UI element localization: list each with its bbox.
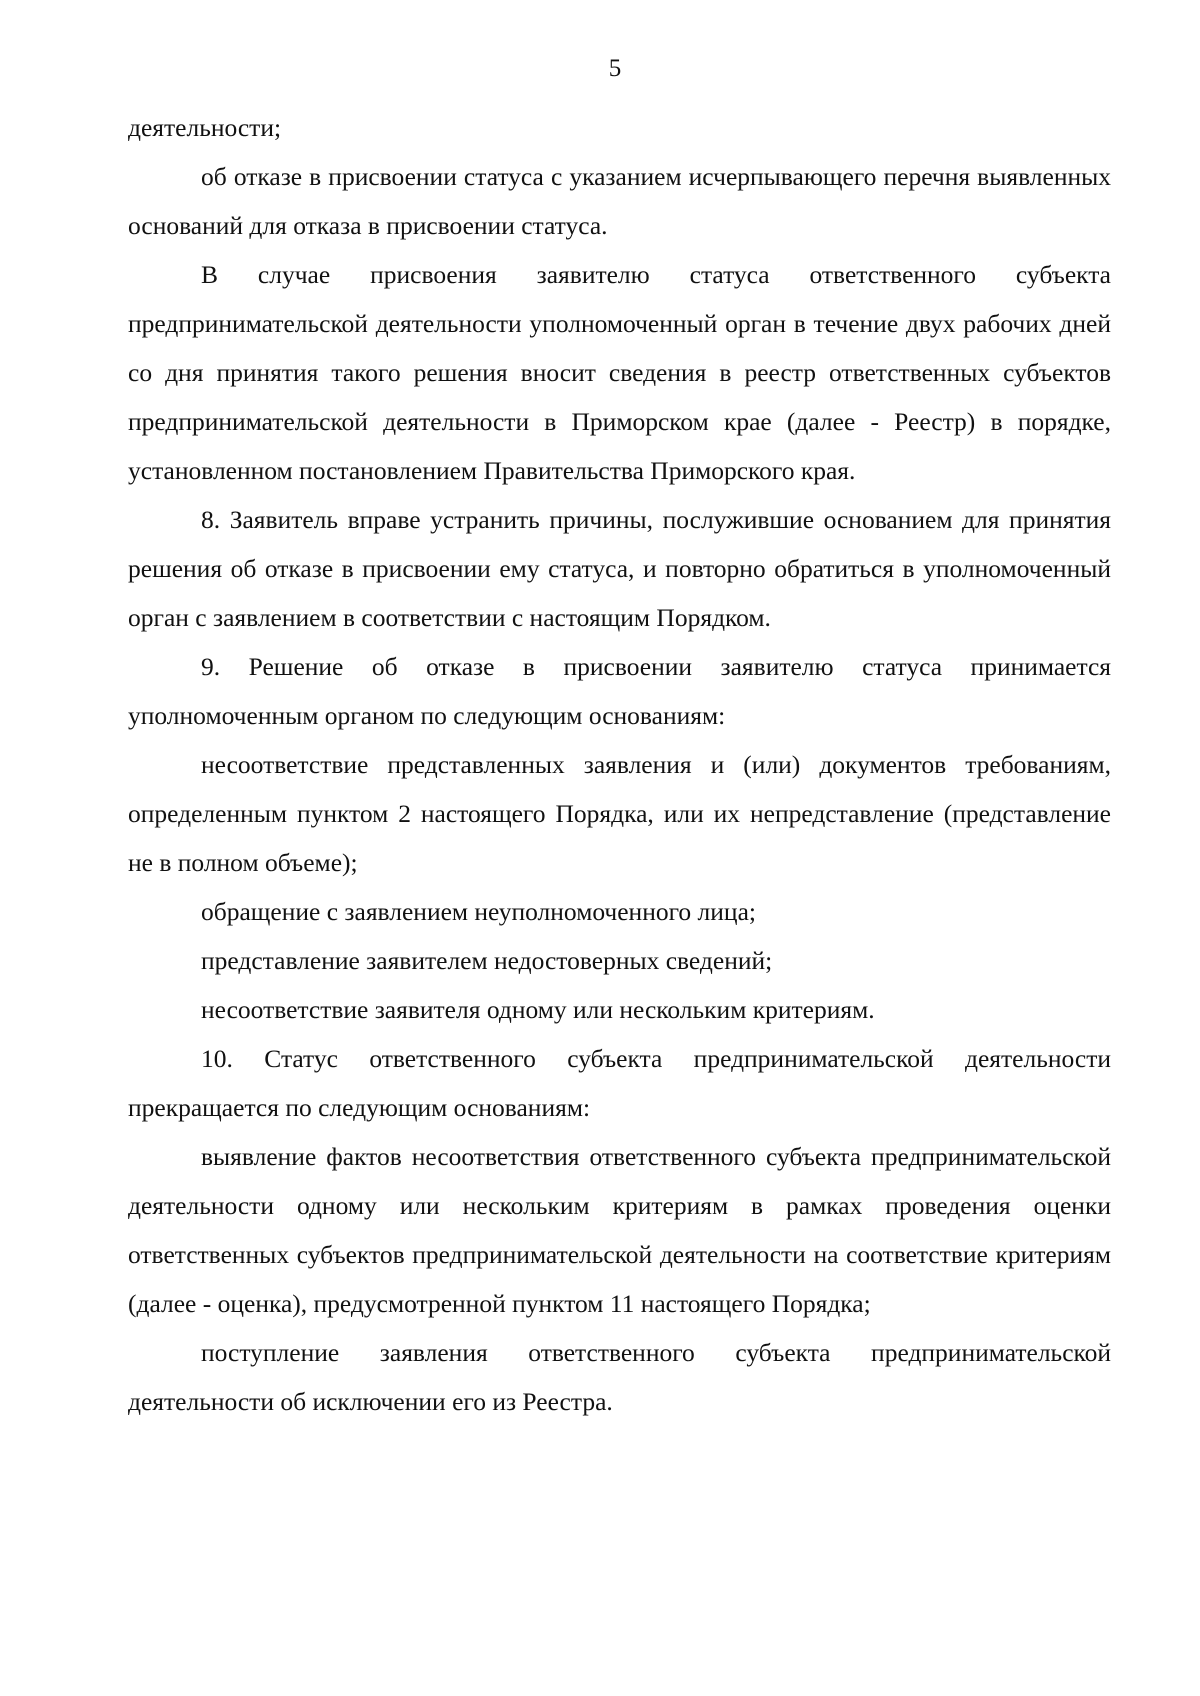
paragraph-ground-criteria: несоответствие заявителя одному или нескольким критериям.: [201, 995, 875, 1024]
paragraph-continuation: деятельности;: [128, 113, 282, 142]
paragraph-termination-assessment: выявление фактов несоответствия ответственного субъекта предпринимательской деятельности одному или нескольким критериям в рамках проведения оценки ответственных субъектов предпринимательской деятельности на соответствие критериям (далее - оценка), предусмотренной пунктом 11 настоящего Порядка;: [128, 1142, 1111, 1318]
paragraph-ground-unauthorized: обращение с заявлением неуполномоченного лица;: [201, 897, 756, 926]
paragraph-ground-nonconformity: несоответствие представленных заявления и (или) документов требованиям, определенным пунктом 2 настоящего Порядка, или их непредставление (представление не в полном объеме);: [128, 750, 1111, 877]
document-body: [128, 103, 1111, 1426]
paragraph-registry-entry: В случае присвоения заявителю статуса ответственного субъекта предпринимательской деятельности уполномоченный орган в течение двух рабочих дней со дня принятия такого решения вносит сведения в реестр ответственных субъектов предпринимательской деятельности в Приморском крае (далее - Реестр) в порядке, установленном постановлением Правительства Приморского края.: [128, 260, 1111, 485]
paragraph-item-9: 9. Решение об отказе в присвоении заявителю статуса принимается уполномоченным органом по следующим основаниям:: [128, 652, 1111, 730]
paragraph-refusal-decision: об отказе в присвоении статуса с указанием исчерпывающего перечня выявленных оснований для отказа в присвоении статуса.: [128, 162, 1111, 240]
paragraph-item-10: 10. Статус ответственного субъекта предпринимательской деятельности прекращается по следующим основаниям:: [128, 1044, 1111, 1122]
paragraph-ground-false-info: представление заявителем недостоверных сведений;: [201, 946, 773, 975]
page-number: 5: [608, 55, 622, 82]
paragraph-item-8: 8. Заявитель вправе устранить причины, послужившие основанием для принятия решения об отказе в присвоении ему статуса, и повторно обратиться в уполномоченный орган с заявлением в соответствии с настоящим Порядком.: [128, 505, 1111, 632]
paragraph-termination-request: поступление заявления ответственного субъекта предпринимательской деятельности об исключении его из Реестра.: [128, 1338, 1111, 1416]
